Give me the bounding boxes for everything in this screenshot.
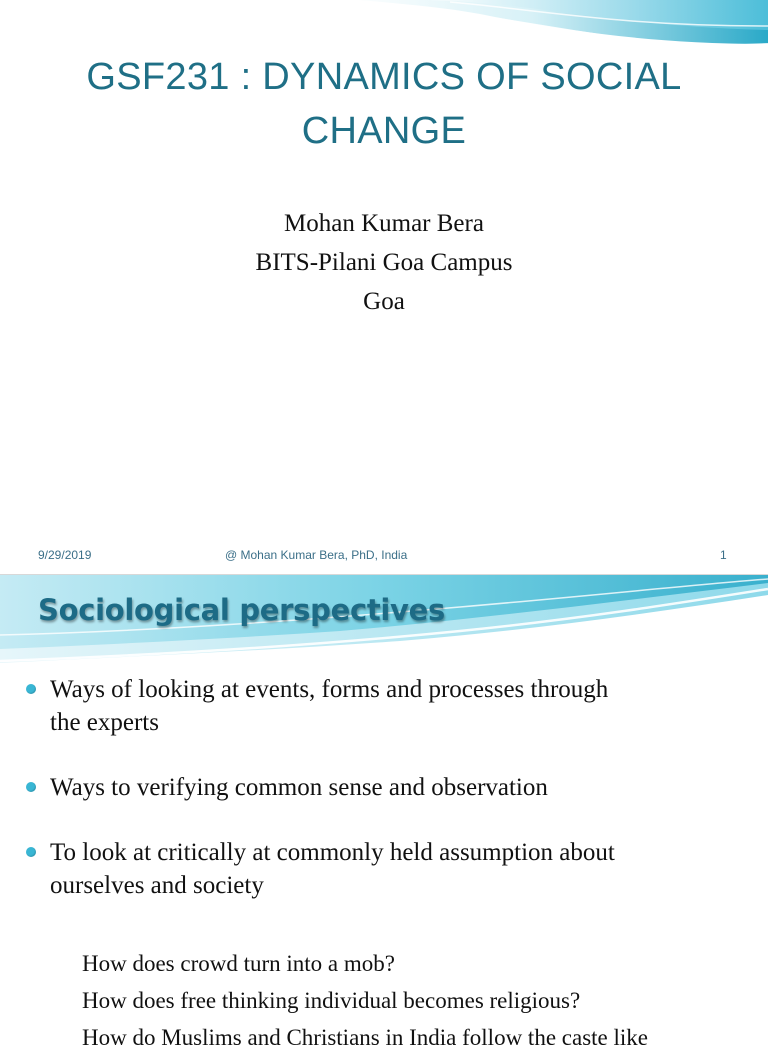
bullet-item bbox=[26, 673, 746, 739]
footer-page-number: 1 bbox=[720, 548, 727, 562]
institution-name: BITS-Pilani Goa Campus bbox=[255, 249, 513, 276]
bullet-text-line: To look at critically at commonly held assumption about bbox=[50, 839, 615, 866]
author-name: Mohan Kumar Bera bbox=[284, 210, 484, 237]
question-line: How does crowd turn into a mob? bbox=[82, 951, 395, 976]
question-list bbox=[82, 945, 762, 1056]
slide-heading: Sociological perspectives bbox=[38, 593, 445, 627]
bullet-dot-icon bbox=[26, 847, 36, 857]
bullet-item bbox=[26, 836, 746, 902]
title-line-1: GSF231 : DYNAMICS OF SOCIAL bbox=[86, 56, 682, 98]
bullet-text-line: the experts bbox=[50, 709, 159, 736]
slide-subtitle bbox=[40, 204, 728, 321]
bullet-dot-icon bbox=[26, 684, 36, 694]
location-name: Goa bbox=[363, 288, 405, 315]
slide-footer bbox=[0, 548, 768, 566]
footer-date: 9/29/2019 bbox=[38, 548, 92, 562]
slide-title bbox=[40, 50, 728, 158]
content-slide bbox=[0, 575, 768, 1050]
title-line-2: CHANGE bbox=[301, 110, 467, 152]
bullet-dot-icon bbox=[26, 782, 36, 792]
bullet-text-line: ourselves and society bbox=[50, 872, 264, 899]
bullet-text-line: Ways to verifying common sense and observation bbox=[50, 774, 548, 801]
bullet-text-line: Ways of looking at events, forms and processes through bbox=[50, 676, 609, 703]
footer-credit: @ Mohan Kumar Bera, PhD, India bbox=[225, 548, 408, 562]
question-line: How does free thinking individual becomes religious? bbox=[82, 988, 581, 1013]
question-line: How do Muslims and Christians in India follow the caste like bbox=[82, 1025, 648, 1050]
bullet-item bbox=[26, 771, 746, 804]
bullet-list bbox=[26, 673, 746, 934]
